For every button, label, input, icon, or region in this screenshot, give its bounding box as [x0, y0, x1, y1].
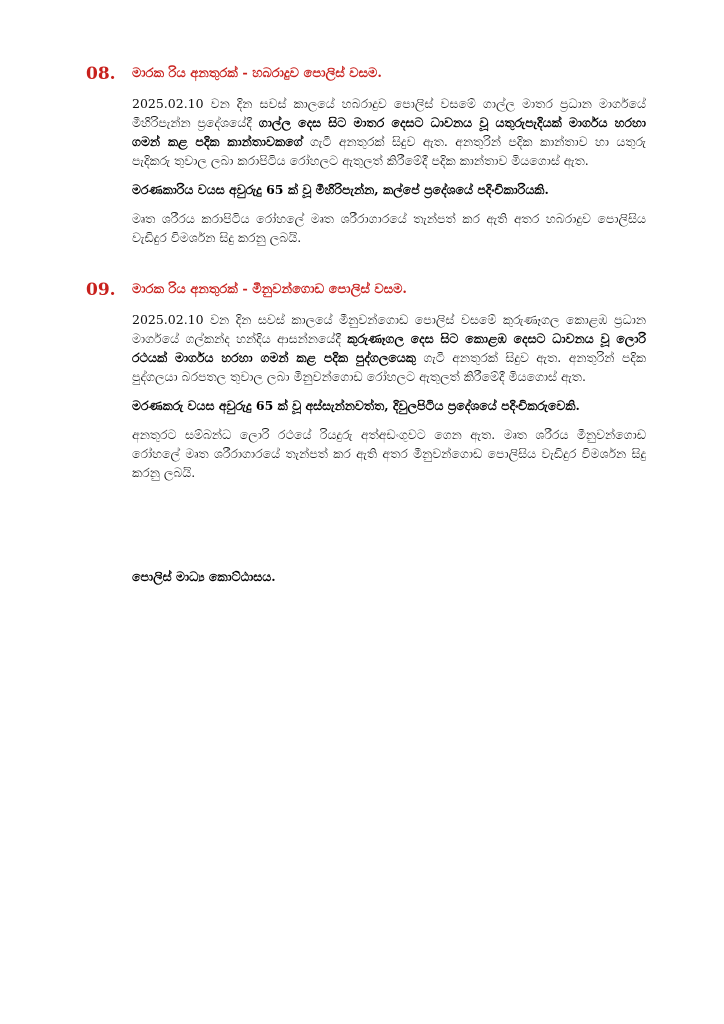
section-08	[86, 64, 646, 257]
incident-text-intro: 2025.02.10 වන දින සවස් කාලයේ හබරාදුව පොලිස් වසමේ ගාල්ල මාතර ප්‍රධාන මාර්ගයේ මීහිරිපැන්න ප්‍රදේශයේදී	[132, 96, 646, 130]
incident-text-intro: 2025.02.10 වන දින සවස් කාලයේ මීනුවන්ගොඩ පොලිස් වසමේ කුරුණෑගල කොළඹ ප්‍රධාන මාර්ගයේ ගල්කන්ද හන්දිය ආසන්නයේදී	[132, 312, 646, 346]
section-number: 08.	[86, 64, 116, 84]
victim-paragraph: මරණකාරිය වයස අවුරුදු 65 ක් වූ මීහිරිපැන්න, කල්පේ ප්‍රදේශයේ පදිංචිකාරියකි.	[132, 182, 549, 197]
investigation-paragraph: මෘත ශරීරය කරාපිටිය රෝහලේ මෘත ශරීරාගාරයේ තැන්පත් කර ඇති අතර හබරාදුව පොලිසිය වැඩිදුර විමර්ශන සිදු කරනු ලබයි.	[132, 211, 646, 245]
investigation-paragraph: අනතුරට සම්බන්ධ ලොරි රථයේ රියදුරු අත්අඩංගුවට ගෙන ඇත. මෘත ශරීරය මීනුවන්ගොඩ රෝහලේ මෘත ශරීරාගාරයේ තැන්පත් කර ඇති අතර මීනුවන්ගොඩ පොලිසිය වැඩිදුර විමර්ශන සිදු කරනු ලබයි.	[132, 427, 646, 480]
incident-paragraph	[132, 94, 646, 170]
section-heading	[86, 280, 646, 304]
incident-text-outcome: ගැටී අනතුරක් සිදුව ඇත. අනතුරින් පදික කාන්තාව හා යතුරු පැදිකරු තුවාල ලබා කරාපිටිය රෝහලට ඇතුලත් කිරීමේදී පදික කාන්තාව මියගොස් ඇත.	[132, 134, 646, 168]
victim-paragraph: මරණකරු වයස අවුරුදු 65 ක් වූ අස්සැන්නවත්ත, දිවුලපිටිය ප්‍රදේශයේ පදිංචිකරුවෙකි.	[132, 398, 580, 413]
footer-signature: පොලිස් මාධ්‍ය කොට්ඨාසය.	[132, 569, 276, 584]
incident-text-highlight: කුරුණෑගල දෙස සිට කොළඹ දෙසට ධාවනය වූ ලොරි රථයක් මාර්ගය හරහා ගමන් කළ පදික පුද්ගලයෙකු	[132, 331, 646, 365]
section-title: මාරක රිය අනතුරක් - හබරාදුව පොලිස් වසම.	[132, 66, 382, 81]
section-title: මාරක රිය අනතුරක් - මීනුවන්ගොඩ පොලිස් වසම.	[132, 282, 407, 297]
section-09	[86, 280, 646, 492]
section-number: 09.	[86, 280, 116, 300]
incident-text-highlight: ගාල්ල දෙස සිට මාතර දෙසට ධාවනය වූ යතුරුපැදියක් මාර්ගය හරහා ගමන් කළ පදික කාන්තාවකගේ	[132, 115, 646, 149]
section-heading	[86, 64, 646, 88]
section-body	[132, 310, 646, 482]
incident-paragraph	[132, 310, 646, 386]
incident-text-outcome: ගැටී අනතුරක් සිදුව ඇත. අනතුරින් පදික පුද්ගලයා බරපතල තුවාල ලබා මීනුවන්ගොඩ රෝහලට ඇතුලත් කිරීමේදී මියගොස් ඇත.	[132, 350, 646, 384]
section-body	[132, 94, 646, 247]
